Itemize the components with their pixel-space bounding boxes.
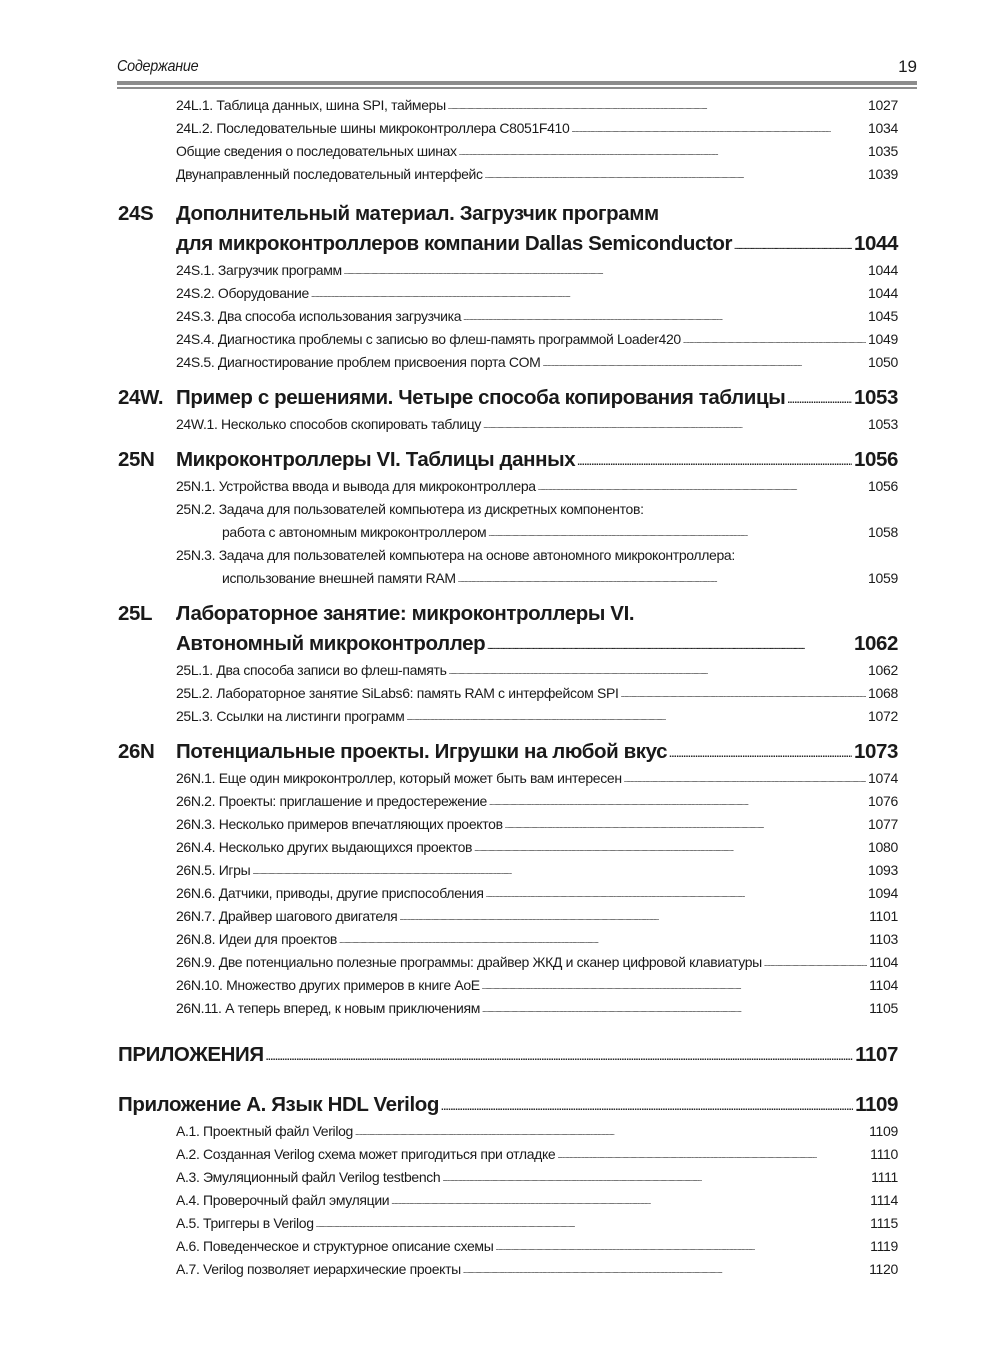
dot-leader [463,1260,867,1276]
chapter-number: 25L [118,602,153,625]
chapter-title: Автономный микроконтроллер [176,632,486,655]
toc-entry[interactable]: 26N.10. Множество других примеров в книге AoE . . . 1104 [176,977,898,1000]
dot-leader [459,142,866,158]
toc-entry[interactable]: 24S.2. Оборудование . . . 1044 [176,285,898,308]
toc-entry[interactable]: 25L.3. Ссылки на листинги программ . . . 1072 [176,708,898,731]
dot-leader [495,1237,868,1253]
dot-leader [458,569,866,585]
dot-leader [624,769,866,785]
chapter-title: Пример с решениями. Четыре способа копирования таблицы [176,386,786,409]
appendices-title: ПРИЛОЖЕНИЯ [118,1043,264,1066]
toc-entry[interactable]: 26N.2. Проекты: приглашение и предостережение . . . 1076 [176,793,898,816]
toc-entry[interactable]: A.1. Проектный файл Verilog . . . 1109 [176,1123,898,1146]
chapter-number: 25N [118,448,155,471]
toc-entry[interactable]: 26N.9. Две потенциально полезные программы: драйвер ЖКД и сканер цифровой клавиатуры . . . 1104 [176,954,898,977]
dot-leader [557,1145,868,1161]
dot-leader [669,739,852,763]
dot-leader [482,999,867,1015]
dot-leader [683,330,866,346]
chapter-heading-cont[interactable] [176,632,898,662]
chapter-title: Дополнительный материал. Загрузчик программ [176,202,659,225]
toc-entry[interactable]: 24L.1. Таблица данных, шина SPI, таймеры . . . 1027 [176,97,898,120]
chapter-title: для микроконтроллеров компании Dallas Semiconductor [176,232,733,255]
dot-leader [339,930,867,946]
dot-leader [266,1042,853,1066]
toc-entry[interactable]: 26N.1. Еще один микроконтроллер, который может быть вам интересен . . . 1074 [176,770,898,793]
dot-leader [474,838,866,854]
appendices-page: 1107 [855,1043,898,1066]
dot-leader [483,415,866,431]
toc-entry[interactable]: A.6. Поведенческое и структурное описание схемы . . . 1119 [176,1238,898,1261]
toc-entry[interactable]: 24S.5. Диагностирование проблем присвоения порта COM . . . 1050 [176,354,898,377]
toc-entry[interactable]: 25N.3. Задача для пользователей компьютера на основе автономного микроконтроллера: [176,547,735,563]
dot-leader [621,684,867,700]
dot-leader [787,385,852,409]
chapter-heading[interactable] [118,386,898,416]
toc-entry[interactable]: 25L.1. Два способа записи во флеш-память . . . 1062 [176,662,898,685]
toc-entry[interactable]: A.5. Триггеры в Verilog . . . 1115 [176,1215,898,1238]
dot-leader [391,1191,868,1207]
toc-entry[interactable]: 26N.5. Игры . . . 1093 [176,862,898,885]
toc-entry[interactable]: A.4. Проверочный файл эмуляции . . . 1114 [176,1192,898,1215]
chapter-page: 1073 [853,740,898,763]
chapter-page: 1056 [853,448,898,471]
toc-entry[interactable]: 24S.1. Загрузчик программ . . . 1044 [176,262,898,285]
toc-entry[interactable]: 25L.2. Лабораторное занятие SiLabs6: память RAM с интерфейсом SPI . . . 1068 [176,685,898,708]
dot-leader [734,231,852,255]
dot-leader [463,307,866,323]
appendix-a-page: 1109 [855,1093,898,1116]
toc-entry[interactable]: A.2. Созданная Verilog схема может пригодиться при отладке . . . 1110 [176,1146,898,1169]
chapter-heading[interactable] [118,602,898,632]
chapter-number: 26N [118,740,155,763]
dot-leader [543,353,867,369]
dot-leader [406,707,866,723]
toc-entry[interactable]: 24S.4. Диагностика проблемы с записью во флеш-память программой Loader420 . . . 1049 [176,331,898,354]
appendices-heading[interactable] [118,1043,898,1073]
dot-leader [764,953,867,969]
chapter-number: 24S [118,202,154,225]
dot-leader [577,447,852,471]
dot-leader [505,815,866,831]
toc-entry[interactable]: 26N.7. Драйвер шагового двигателя . . . 1101 [176,908,898,931]
chapter-heading[interactable] [118,740,898,770]
dot-leader [441,1092,853,1116]
chapter-title: Лабораторное занятие: микроконтроллеры VI. [176,602,635,625]
toc-entry[interactable]: 24L.2. Последовательные шины микроконтроллера C8051F410 . . . 1034 [176,120,898,143]
dot-leader [399,907,867,923]
chapter-heading-cont[interactable] [176,232,898,262]
toc-entry[interactable]: 26N.8. Идеи для проектов . . . 1103 [176,931,898,954]
toc-entry[interactable]: A.3. Эмуляционный файл Verilog testbench . . . 1111 [176,1169,898,1192]
dot-leader [448,96,866,112]
dot-leader [571,119,866,135]
header-rule-thin [117,87,917,89]
chapter-page: 1062 [853,632,898,655]
toc-entry[interactable]: 24S.3. Два способа использования загрузчика . . . 1045 [176,308,898,331]
toc-entry[interactable]: Общие сведения о последовательных шинах . . . 1035 [176,143,898,166]
toc-entry[interactable]: 24W.1. Несколько способов скопировать таблицу . . . 1053 [176,416,898,439]
toc-entry[interactable]: 26N.6. Датчики, приводы, другие приспособления . . . 1094 [176,885,898,908]
dot-leader [487,631,852,655]
chapter-heading[interactable] [118,202,898,232]
chapter-number: 24W. [118,386,164,409]
toc-entry-cont[interactable]: работа с автономным микроконтроллером . . . 1058 [222,524,898,547]
dot-leader [316,1214,868,1230]
toc-entry[interactable]: 26N.4. Несколько других выдающихся проектов . . . 1080 [176,839,898,862]
toc-entry[interactable]: 25N.1. Устройства ввода и вывода для микроконтроллера . . . 1056 [176,478,898,501]
dot-leader [449,661,867,677]
dot-leader [538,477,866,493]
dot-leader [482,976,867,992]
header-rule-thick [117,81,917,85]
appendix-a-title: Приложение А. Язык HDL Verilog [118,1093,440,1116]
toc-entry-cont[interactable]: использование внешней памяти RAM . . . 1059 [222,570,898,593]
dot-leader [442,1168,869,1184]
toc-entry[interactable]: A.7. Verilog позволяет иерархические проекты . . . 1120 [176,1261,898,1284]
dot-leader [486,884,866,900]
chapter-page: 1044 [853,232,898,255]
dot-leader [252,861,866,877]
dot-leader [344,261,866,277]
chapter-page: 1053 [853,386,898,409]
chapter-title: Микроконтроллеры VI. Таблицы данных [176,448,576,471]
toc-entry[interactable]: 26N.3. Несколько примеров впечатляющих проектов . . . 1077 [176,816,898,839]
dot-leader [488,523,866,539]
running-header-title: Содержание [117,58,199,75]
chapter-heading[interactable] [118,448,898,478]
dot-leader [485,165,866,181]
running-header [117,56,917,80]
dot-leader [311,284,866,300]
toc-entry[interactable]: Двунаправленный последовательный интерфейс . . . 1039 [176,166,898,189]
dot-leader [355,1122,867,1138]
page-number: 19 [898,57,917,76]
dot-leader [489,792,866,808]
table-of-contents [118,97,898,1284]
toc-entry[interactable]: 26N.11. А теперь вперед, к новым приключениям . . . 1105 [176,1000,898,1023]
toc-entry[interactable]: 25N.2. Задача для пользователей компьютера из дискретных компонентов: [176,501,644,517]
chapter-title: Потенциальные проекты. Игрушки на любой вкус [176,740,668,763]
appendix-a-heading[interactable] [118,1093,898,1123]
